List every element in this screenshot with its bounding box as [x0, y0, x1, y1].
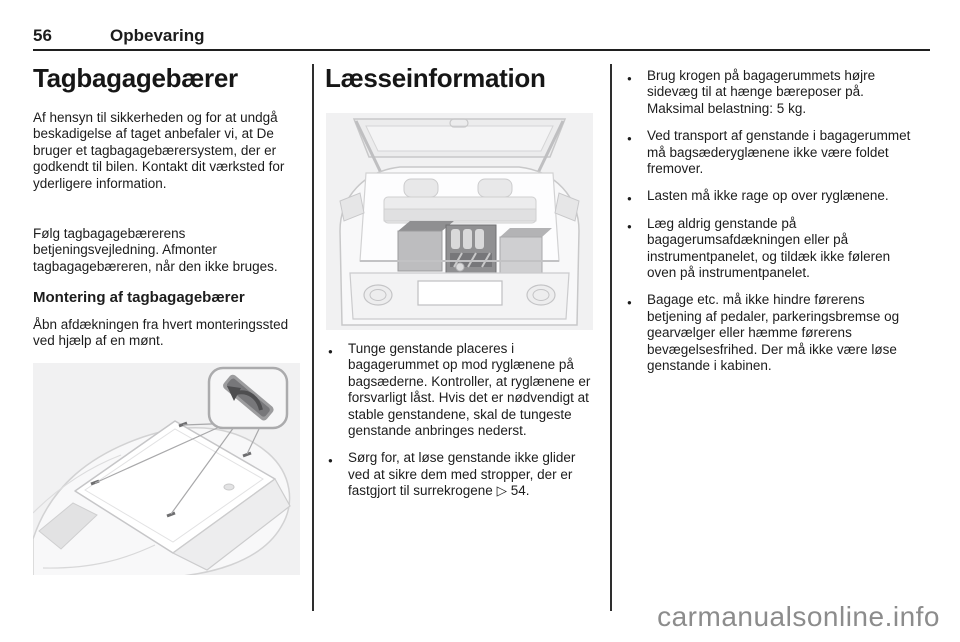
car-rear-open-tailgate-illustration [326, 113, 593, 330]
header-rule [33, 49, 930, 51]
list-item: ● Bagage etc. må ikke hindre førerens betjening af pedaler, parkeringsbremse og gearvælger eller hæmme førerens bevægelsesfrihed. Der må ikke være løse genstande i kabinen. [624, 292, 912, 374]
column-divider-2 [610, 64, 612, 611]
list-item: ● Lasten må ikke rage op over ryglænene. [624, 188, 912, 204]
loading-bullet-list [325, 341, 597, 511]
subheading-roof-rack-mounting: Montering af tagbagagebærer [33, 289, 245, 306]
heading-roof-rack: Tagbagagebærer [33, 63, 238, 93]
roof-rack-mounting-paragraph: Åbn afdækningen fra hvert monteringssted ved hjælp af en mønt. [33, 317, 289, 349]
list-item: ● Tunge genstande placeres i bagagerummet op mod ryglænene på bagsæderne. Kontroller, at ryglænene er forsvarligt låst. Hvis det er nødvendigt at stable genstandene, skal de tungeste genstande anbringes nederst. [325, 341, 597, 439]
list-item: ● Brug krogen på bagagerummets højre sidevæg til at hænge bæreposer på. Maksimal belastning: 5 kg. [624, 68, 912, 117]
roof-rack-figure [33, 363, 300, 575]
list-item: ● Læg aldrig genstande på bagagerumsafdækningen eller på instrumentpanelet, og tildæk ikke føleren oven på instrumentpanelet. [624, 216, 912, 282]
cargo-items [398, 221, 552, 273]
list-item: ● Sørg for, at løse genstande ikke glider ved at sikre dem med stropper, der er fastgjort til surrekrogene ▷ 54. [325, 450, 597, 499]
watermark: carmanualsonline.info [657, 601, 940, 632]
page-number: 56 [33, 26, 52, 45]
section-title: Opbevaring [110, 26, 205, 45]
heading-loading-information: Læsseinformation [325, 63, 546, 93]
mounting-cover-callout [209, 368, 287, 428]
roof-rack-paragraph-2: Følg tagbagagebærerens betjeningsvejledning. Afmonter tagbagagebæreren, når den ikke bruges. [33, 226, 278, 274]
loading-figure [326, 113, 593, 330]
column-divider-1 [312, 64, 314, 611]
bottle-crate [446, 225, 496, 273]
license-plate [418, 281, 502, 305]
roof-rack-illustration [33, 363, 300, 575]
list-item: ● Ved transport af genstande i bagagerummet må bagsæderyglænene ikke være foldet fremover. [624, 128, 912, 177]
loading-bullet-list-continued [624, 68, 912, 386]
roof-rack-paragraph-1: Af hensyn til sikkerheden og for at undgå beskadigelse af taget anbefaler vi, at De bruger et tagbagagebærersystem, der er godkendt til bilen. Kontakt dit værksted for yderligere information. [33, 110, 285, 191]
